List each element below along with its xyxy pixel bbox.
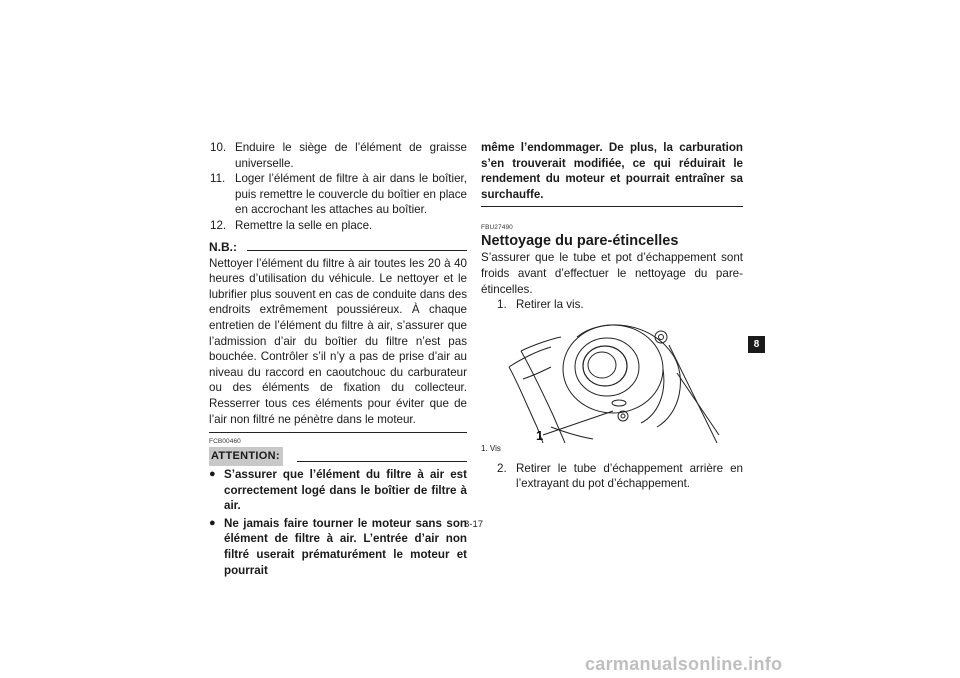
bullet-icon: ●	[209, 516, 216, 529]
step-10: 10. Enduire le siège de l’élément de graisse universelle.	[210, 141, 467, 170]
figure-caption: 1. Vis	[481, 443, 501, 453]
right-column	[481, 140, 743, 492]
muffler-figure	[481, 315, 743, 443]
step-list	[209, 140, 467, 234]
attention-bullet-1: ● S’assurer que l’élément du filtre à air est correctement logé dans le boîtier de filtre à air.	[209, 468, 467, 513]
note-rule	[247, 250, 467, 251]
figure-callout: 1	[536, 427, 544, 443]
note-text: Nettoyer l’élément du filtre à air toutes les 20 à 40 heures d’utilisation du véhicule. Le nettoyer et le lubrifier plus souvent en cas de conduite dans des endroits extrêmement poussiéreux. À chaque entretien de l’élément du filtre à air, s’assurer que l’admission d’air du boîtier du filtre n’est pas bouchée. Contrôler s’il n’y a pas de prise d’air au niveau du raccord en caoutchouc du carburateur ou des éléments de fixation du collecteur. Resserrer tous ces éléments pour éviter que de l’air non filtré ne pénètre dans le moteur.	[209, 256, 467, 426]
muffler-illustration	[481, 315, 743, 443]
note-end-rule	[209, 432, 467, 433]
step-11: 11. Loger l’élément de filtre à air dans le boîtier, puis remettre le couvercle du boîtier en place en accrochant les attaches au boîtier.	[210, 172, 467, 217]
section-code: FBU27490	[481, 224, 513, 232]
page-number: 8-17	[464, 519, 484, 530]
attention-bullet-2: ● Ne jamais faire tourner le moteur sans son élément de filtre à air. L’entrée d’air non filtré userait prématurément le moteur et pourrait	[209, 516, 467, 577]
section-title: Nettoyage du pare-étincelles	[481, 233, 679, 250]
step-2: 2. Retirer le tube d’échappement arrière en l’extrayant du pot d’échappement.	[497, 461, 743, 491]
section-intro: S’assurer que le tube et pot d’échappement sont froids avant d’effectuer le nettoyage du pare-étincelles.	[481, 251, 743, 296]
left-column	[209, 140, 467, 578]
attention-continuation: même l’endommager. De plus, la carburation s’en trouverait modifiée, ce qui réduirait le rendement du moteur et pourrait entraîner sa surchauffe.	[481, 141, 743, 201]
step-1: 1. Retirer la vis.	[497, 298, 584, 312]
note-header	[209, 239, 467, 255]
attention-badge: ATTENTION:	[209, 447, 283, 466]
watermark: carmanualsonline.info	[585, 654, 783, 674]
bullet-icon: ●	[209, 468, 216, 481]
step-12: 12. Remettre la selle en place.	[210, 218, 373, 232]
attention-rule	[297, 461, 467, 462]
attention-code: FCB00460	[209, 438, 241, 446]
attention-header	[209, 447, 467, 465]
chapter-tab: 8	[748, 336, 765, 353]
attention-end-rule	[481, 206, 743, 207]
note-label: N.B.:	[209, 239, 237, 254]
